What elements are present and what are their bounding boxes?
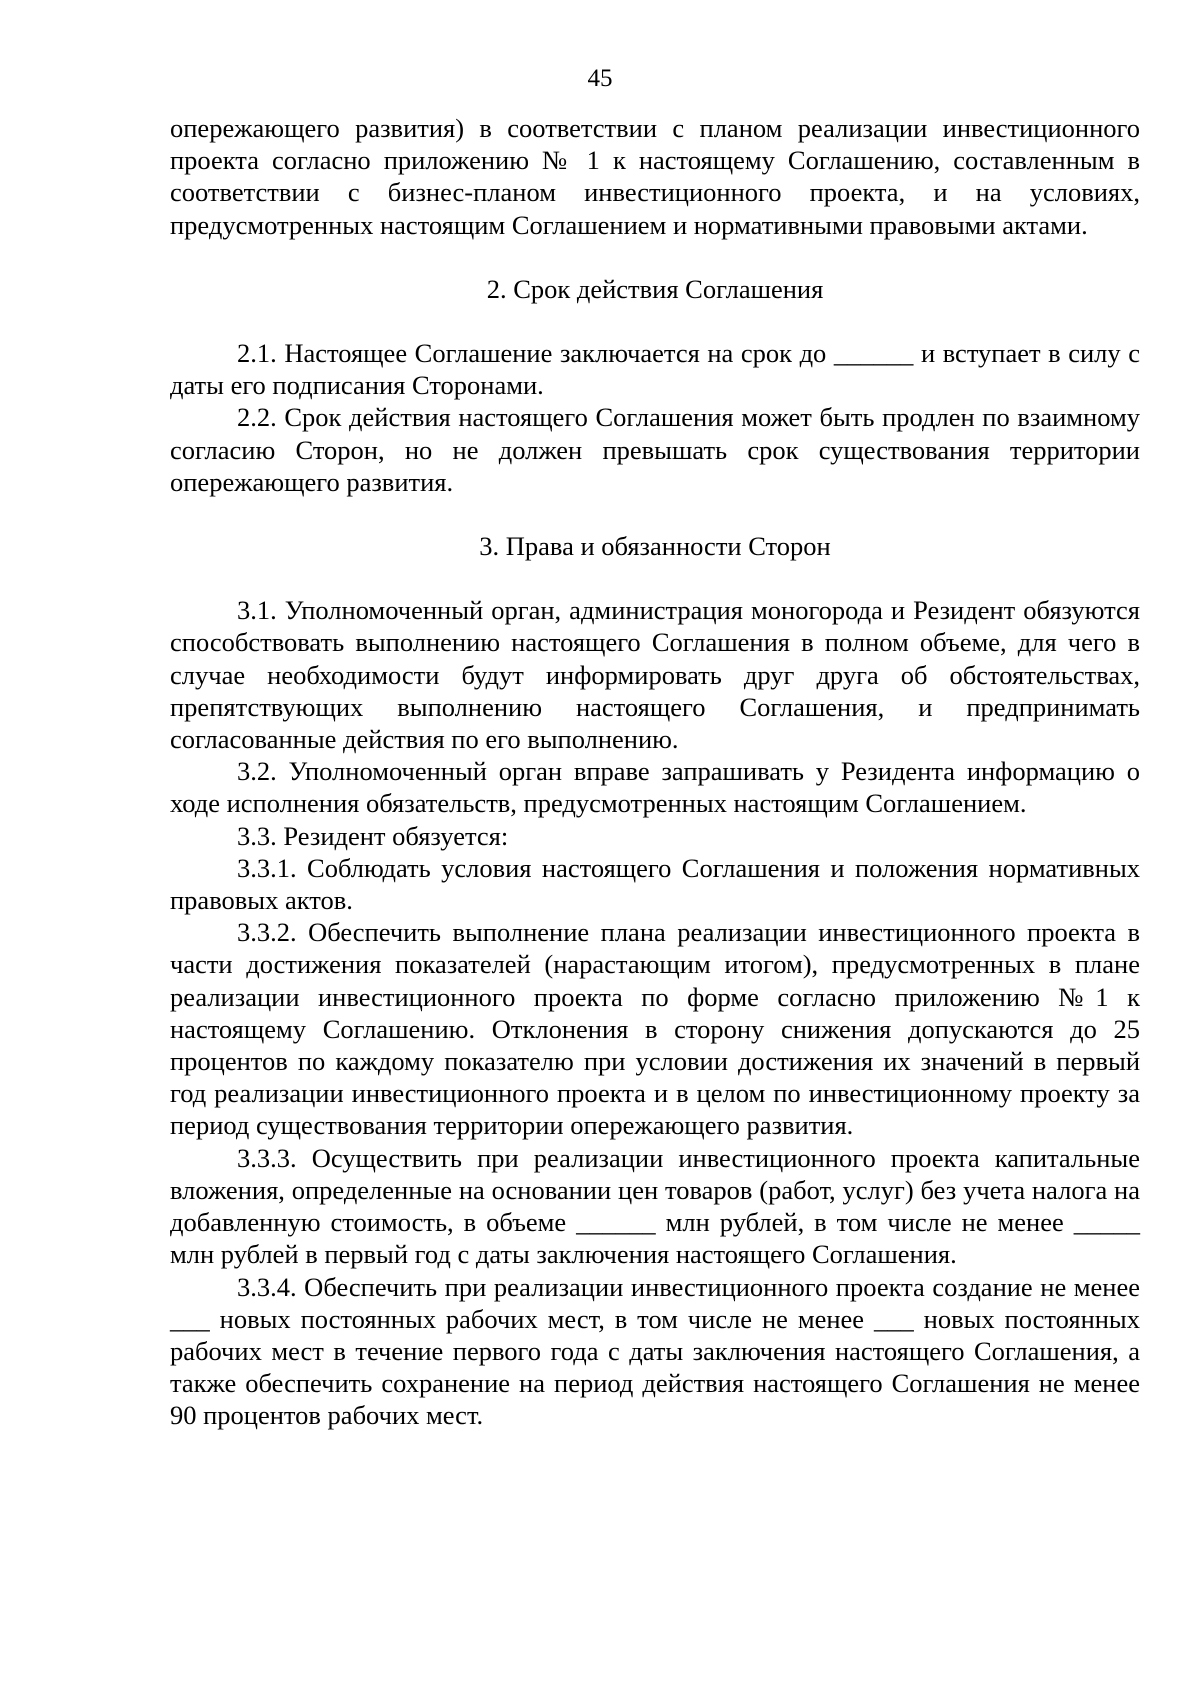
intro-paragraph: опережающего развития) в соответствии с планом реализации инвестиционного проекта согласно приложению № 1 к настоящему Соглашению, составленным в соответствии с бизнес-планом инвестиционного проекта, и на условиях, предусмотренных настоящим Соглашением и нормативными правовыми актами.: [170, 113, 1140, 240]
clause-2-2: 2.2. Срок действия настоящего Соглашения может быть продлен по взаимному согласию Сторон, но не должен превышать срок существования территории опережающего развития.: [170, 402, 1140, 497]
clause-3-2: 3.2. Уполномоченный орган вправе запрашивать у Резидента информацию о ходе исполнения обязательств, предусмотренных настоящим Соглашением.: [170, 756, 1140, 819]
clause-3-3-4: 3.3.4. Обеспечить при реализации инвестиционного проекта создание не менее ___ новых постоянных рабочих мест, в том числе не менее ___ новых постоянных рабочих мест в течение первого года с даты заключения настоящего Соглашения, а также обеспечить сохранение на период действия настоящего Соглашения не менее 90 процентов рабочих мест.: [170, 1271, 1140, 1431]
clause-3-3-2: 3.3.2. Обеспечить выполнение плана реализации инвестиционного проекта в части достижения показателей (нарастающим итогом), предусмотренных в плане реализации инвестиционного проекта по форме согласно приложению №1 к настоящему Соглашению. Отклонения в сторону снижения допускаются до 25 процентов по каждому показателю при условии достижения их значений в первый год реализации инвестиционного проекта и в целом по инвестиционному проекту за период существования территории опережающего развития.: [170, 917, 1140, 1141]
page-number: 45: [587, 65, 613, 92]
clause-3-1: 3.1. Уполномоченный орган, администрация моногорода и Резидент обязуются способствовать выполнению настоящего Соглашения в полном объеме, для чего в случае необходимости будут информировать друг друга об обстоятельствах, препятствующих выполнению настоящего Соглашения, и предпринимать согласованные действия по его выполнению.: [170, 595, 1140, 755]
clause-2-1: 2.1. Настоящее Соглашение заключается на срок до ______ и вступает в силу с даты его подписания Сторонами.: [170, 338, 1140, 401]
section-2-heading: 2. Срок действия Соглашения: [486, 273, 824, 304]
section-3-heading: 3. Права и обязанности Сторон: [479, 531, 831, 562]
clause-3-3-1: 3.3.1. Соблюдать условия настоящего Соглашения и положения нормативных правовых актов.: [170, 852, 1140, 916]
document-body: [170, 112, 1140, 1432]
clause-3-3-3: 3.3.3. Осуществить при реализации инвестиционного проекта капитальные вложения, определенные на основании цен товаров (работ, услуг) без учета налога на добавленную стоимость, в объеме ______ млн рублей, в том числе не менее _____ млн рублей в первый год с даты заключения настоящего Соглашения.: [170, 1142, 1140, 1270]
clause-3-3: 3.3. Резидент обязуется:: [237, 820, 509, 851]
